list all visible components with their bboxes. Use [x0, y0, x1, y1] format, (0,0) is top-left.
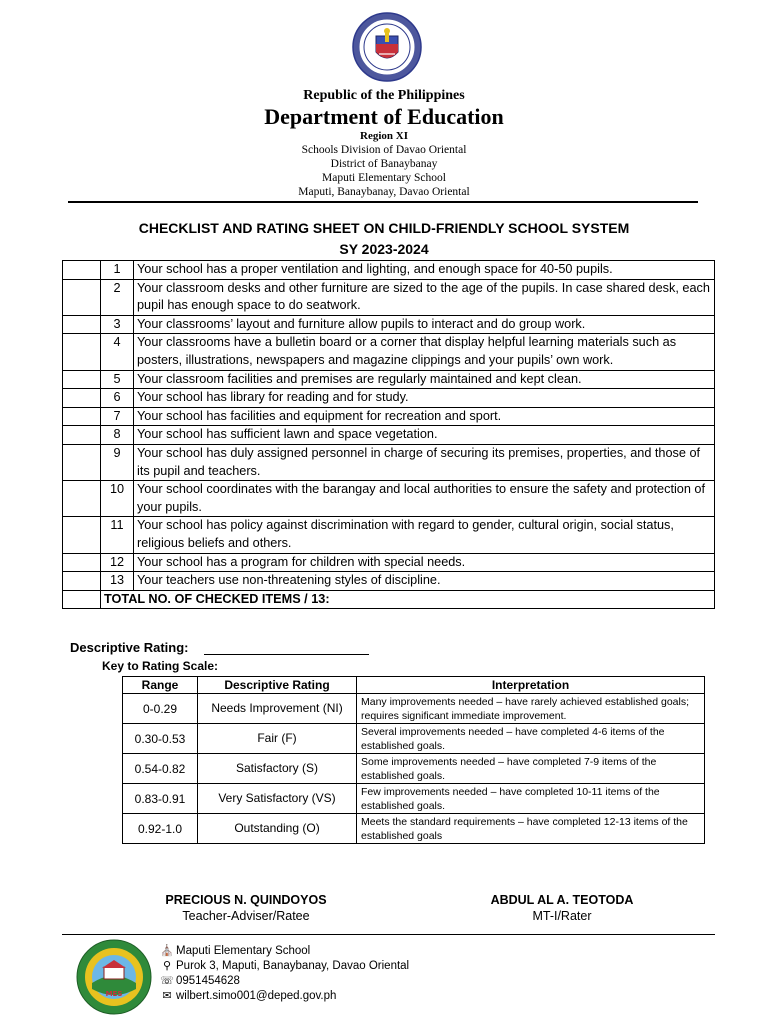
check-cell[interactable]	[63, 407, 101, 426]
interpretation-header: Interpretation	[357, 677, 705, 694]
footer-address	[160, 958, 409, 974]
item-number: 10	[101, 481, 134, 517]
check-cell[interactable]	[63, 261, 101, 280]
check-cell[interactable]	[63, 444, 101, 480]
checklist-row	[63, 334, 715, 370]
scale-interpretation: Some improvements needed – have completed 7-9 items of the established goals.	[357, 754, 705, 784]
footer-email-link[interactable]: wilbert.simo001@deped.gov.ph	[176, 990, 337, 1002]
check-cell[interactable]	[63, 389, 101, 408]
address-line: Maputi, Banaybanay, Davao Oriental	[298, 186, 470, 198]
checklist-row	[63, 315, 715, 334]
item-number: 5	[101, 370, 134, 389]
item-number: 6	[101, 389, 134, 408]
total-label: TOTAL NO. OF CHECKED ITEMS / 13:	[101, 590, 715, 609]
item-number: 12	[101, 553, 134, 572]
item-text: Your classroom desks and other furniture are sized to the age of the pupils. In case shared desk, each pupil has enough space to do seatwork.	[134, 279, 715, 315]
checklist-row	[63, 389, 715, 408]
item-number: 1	[101, 261, 134, 280]
scale-interpretation: Meets the standard requirements – have completed 12-13 items of the established goals	[357, 814, 705, 844]
ratee-role: Teacher-Adviser/Ratee	[182, 909, 310, 923]
check-cell[interactable]	[63, 426, 101, 445]
item-text: Your school has policy against discrimination with regard to gender, cultural origin, social status, religious beliefs and others.	[134, 517, 715, 553]
item-text: Your school has sufficient lawn and space vegetation.	[134, 426, 715, 445]
check-cell[interactable]	[63, 481, 101, 517]
item-number: 9	[101, 444, 134, 480]
checklist-row	[63, 407, 715, 426]
school-line: Maputi Elementary School	[322, 172, 446, 184]
check-cell[interactable]	[63, 279, 101, 315]
total-row	[63, 590, 715, 609]
descriptive-rating-blank[interactable]	[204, 654, 369, 655]
footer-divider	[62, 934, 715, 935]
email-icon: ✉	[162, 990, 172, 1002]
ratee-name: PRECIOUS N. QUINDOYOS	[165, 893, 327, 907]
scale-row	[123, 754, 705, 784]
scale-interpretation: Several improvements needed – have completed 4-6 items of the established goals.	[357, 724, 705, 754]
checklist-row	[63, 426, 715, 445]
school-year: SY 2023-2024	[339, 241, 429, 257]
footer-address-text: Purok 3, Maputi, Banaybanay, Davao Oriental	[176, 960, 410, 972]
checklist-row	[63, 481, 715, 517]
scale-range: 0.83-0.91	[123, 784, 198, 814]
item-number: 2	[101, 279, 134, 315]
scale-rating: Fair (F)	[198, 724, 357, 754]
phone-icon: ☏	[160, 975, 174, 987]
scale-rating: Very Satisfactory (VS)	[198, 784, 357, 814]
item-text: Your school has a proper ventilation and lighting, and enough space for 40-50 pupils.	[134, 261, 715, 280]
item-text: Your classrooms have a bulletin board or a corner that display helpful learning materials such as posters, illustrations, newspapers and magazine clippings and your pupils’ own work.	[134, 334, 715, 370]
item-number: 13	[101, 572, 134, 591]
scale-row	[123, 784, 705, 814]
checklist-row	[63, 370, 715, 389]
location-pin-icon: ⚲	[162, 960, 172, 972]
rater-name: ABDUL AL A. TEOTODA	[490, 893, 634, 907]
rating-scale-table	[122, 676, 705, 844]
range-header: Range	[123, 677, 198, 694]
document-title: CHECKLIST AND RATING SHEET ON CHILD-FRIENDLY SCHOOL SYSTEM	[138, 220, 630, 236]
scale-row	[123, 724, 705, 754]
scale-range: 0.54-0.82	[123, 754, 198, 784]
checklist-row	[63, 279, 715, 315]
item-number: 11	[101, 517, 134, 553]
republic-heading: Republic of the Philippines	[303, 88, 465, 103]
scale-interpretation: Few improvements needed – have completed 10-11 items of the established goals.	[357, 784, 705, 814]
item-text: Your classroom facilities and premises are regularly maintained and kept clean.	[134, 370, 715, 389]
scale-range: 0.30-0.53	[123, 724, 198, 754]
scale-interpretation: Many improvements needed – have rarely achieved established goals; requires significant immediate improvement.	[357, 694, 705, 724]
checklist-row	[63, 444, 715, 480]
footer-phone-text: 0951454628	[176, 975, 240, 987]
item-text: Your school has duly assigned personnel in charge of securing its premises, properties, and those of its pupil and teachers.	[134, 444, 715, 480]
descriptive-rating-label: Descriptive Rating:	[70, 640, 189, 655]
footer-phone	[160, 973, 240, 989]
item-text: Your teachers use non-threatening styles of discipline.	[134, 572, 715, 591]
scale-range: 0.92-1.0	[123, 814, 198, 844]
item-number: 4	[101, 334, 134, 370]
total-blank-cell	[63, 590, 101, 609]
check-cell[interactable]	[63, 553, 101, 572]
school-icon: ⛪	[160, 945, 174, 957]
deped-seal-logo	[352, 12, 422, 82]
scale-range: 0-0.29	[123, 694, 198, 724]
district-line: District of Banaybanay	[330, 158, 438, 170]
check-cell[interactable]	[63, 517, 101, 553]
descriptive-rating-header: Descriptive Rating	[198, 677, 357, 694]
check-cell[interactable]	[63, 334, 101, 370]
scale-rating: Needs Improvement (NI)	[198, 694, 357, 724]
checklist-row	[63, 517, 715, 553]
checklist-table	[62, 260, 715, 609]
header-divider	[68, 201, 698, 203]
region-heading: Region XI	[360, 130, 408, 142]
scale-row	[123, 694, 705, 724]
item-text: Your school has facilities and equipment for recreation and sport.	[134, 407, 715, 426]
scale-rating: Outstanding (O)	[198, 814, 357, 844]
item-number: 8	[101, 426, 134, 445]
footer-email	[160, 988, 336, 1004]
item-text: Your school has a program for children with special needs.	[134, 553, 715, 572]
scale-rating: Satisfactory (S)	[198, 754, 357, 784]
footer-school	[160, 943, 310, 959]
item-text: Your classrooms’ layout and furniture allow pupils to interact and do group work.	[134, 315, 715, 334]
department-heading: Department of Education	[264, 104, 504, 129]
item-number: 7	[101, 407, 134, 426]
check-cell[interactable]	[63, 315, 101, 334]
check-cell[interactable]	[63, 370, 101, 389]
rater-role: MT-I/Rater	[532, 909, 592, 923]
item-text: Your school has library for reading and for study.	[134, 389, 715, 408]
rating-key-label: Key to Rating Scale:	[102, 659, 219, 673]
checklist-row	[63, 572, 715, 591]
division-line: Schools Division of Davao Oriental	[301, 144, 467, 156]
checklist-row	[63, 553, 715, 572]
school-logo	[76, 939, 152, 1015]
scale-row	[123, 814, 705, 844]
footer-school-name: Maputi Elementary School	[176, 945, 311, 957]
check-cell[interactable]	[63, 572, 101, 591]
svg-text:MES: MES	[105, 990, 123, 998]
checklist-row	[63, 261, 715, 280]
item-number: 3	[101, 315, 134, 334]
item-text: Your school coordinates with the barangay and local authorities to ensure the safety and protection of your pupils.	[134, 481, 715, 517]
